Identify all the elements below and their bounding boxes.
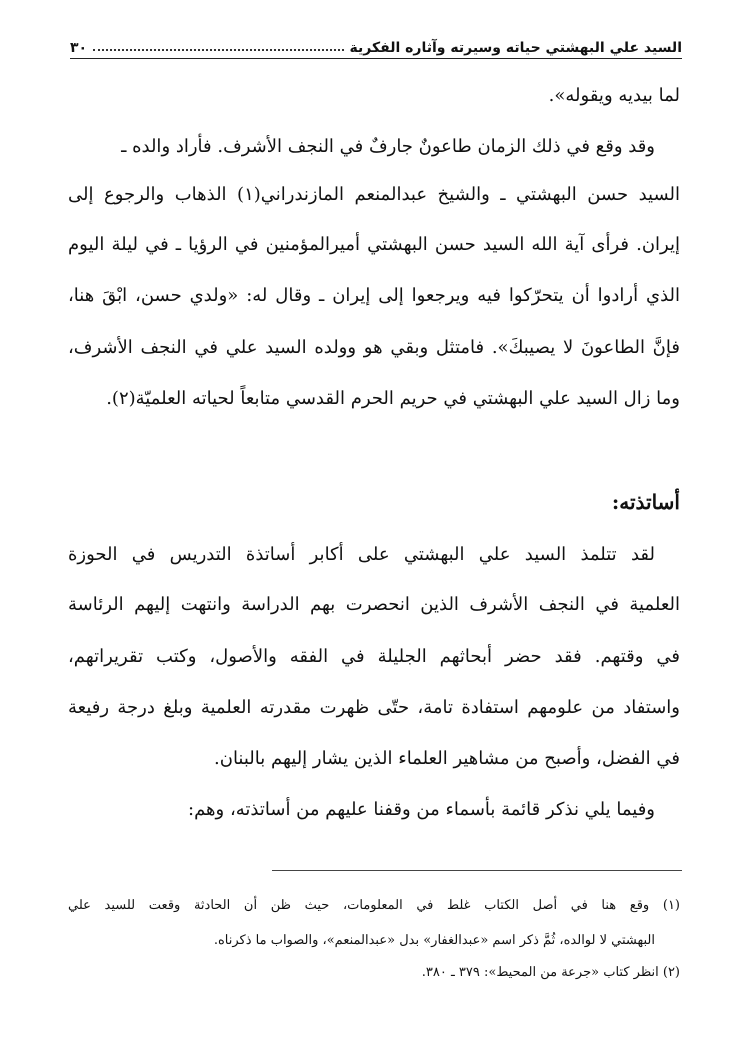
- paragraph-line: واستفاد من علومهم استفادة تامة، حتّى ظهرت مقدرته العلمية وبلغ درجة رفيعة: [68, 697, 680, 718]
- running-header: [70, 32, 682, 56]
- footnote-line: (١) وقع هنا في أصل الكتاب غلط في المعلومات، حيث ظن أن الحادثة وقعت للسيد علي: [68, 898, 680, 913]
- paragraph-line: في وقتهم. فقد حضر أبحاثهم الجليلة في الفقه والأصول، وكتب تقريراتهم،: [68, 646, 680, 667]
- paragraph-line: وما زال السيد علي البهشتي في حريم الحرم القدسي متابعاً لحياته العلميّة(٢).: [106, 388, 680, 409]
- footnote-line: البهشتي لا لوالده، ثُمَّ ذكر اسم «عبدالغفار» بدل «عبدالمنعم»، والصواب ما ذكرناه.: [213, 933, 655, 948]
- header-dot-leader: [93, 49, 343, 51]
- paragraph-line: لما بيديه ويقوله».: [548, 85, 680, 106]
- page-number: ٣٠: [70, 40, 88, 56]
- paragraph-line: في الفضل، وأصبح من مشاهير العلماء الذين يشار إليهم بالبنان.: [214, 748, 680, 769]
- paragraph-line: إيران. فرأى آية الله السيد حسن البهشتي أميرالمؤمنين في الرؤيا ـ في ليلة اليوم: [68, 234, 680, 255]
- paragraph-line: السيد حسن البهشتي ـ والشيخ عبدالمنعم المازندراني(١) الذهاب والرجوع إلى: [68, 184, 680, 205]
- section-heading: أساتذته:: [611, 490, 680, 514]
- paragraph-line: وفيما يلي نذكر قائمة بأسماء من وقفنا عليهم من أساتذته، وهم:: [188, 799, 655, 820]
- paragraph-line: وقد وقع في ذلك الزمان طاعونٌ جارفٌ في النجف الأشرف. فأراد والده ـ: [121, 136, 655, 157]
- header-title: السيد علي البهشتي حياته وسيرته وآثاره الفكرية: [349, 40, 682, 56]
- footnote-line: (٢) انظر كتاب «جرعة من المحيط»: ٣٧٩ ـ ٣٨٠.: [421, 965, 680, 980]
- paragraph-line: العلمية في النجف الأشرف الذين انحصرت بهم الدراسة وانتهت إليهم الرئاسة: [68, 594, 680, 615]
- footnote-separator: [272, 870, 682, 871]
- paragraph-line: فإنَّ الطاعونَ لا يصيبكَ». فامتثل وبقي هو وولده السيد علي في النجف الأشرف،: [68, 337, 680, 358]
- paragraph-line: الذي أرادوا أن يتحرّكوا فيه ويرجعوا إلى إيران ـ وقال له: «ولدي حسن، ابْقَ هنا،: [68, 285, 680, 306]
- paragraph-line: لقد تتلمذ السيد علي البهشتي على أكابر أساتذة التدريس في الحوزة: [68, 544, 655, 565]
- header-rule: [70, 58, 682, 59]
